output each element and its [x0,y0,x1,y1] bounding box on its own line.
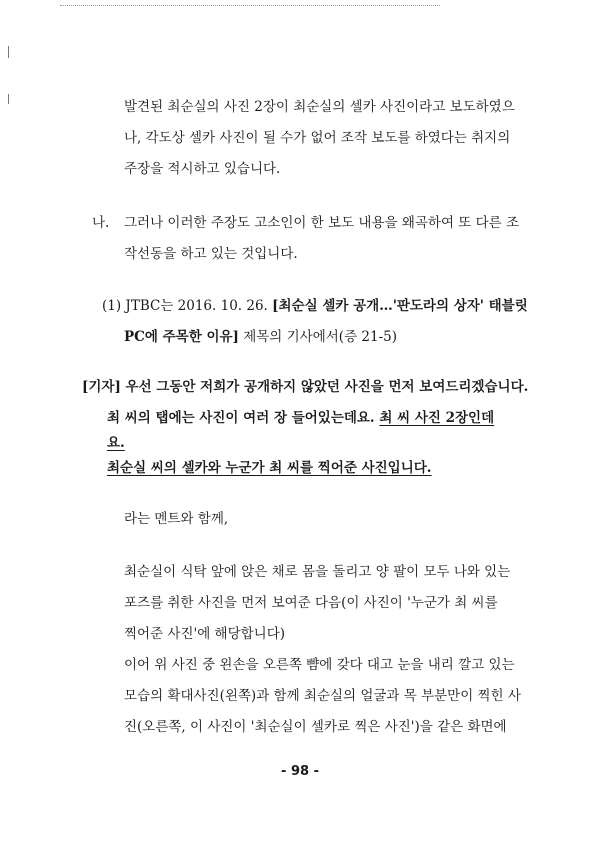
quote-underlined-text: 요. [107,435,125,451]
item1-plain-text: (1) JTBC는 2016. 10. 26. [102,298,273,314]
paragraph2-line: 찍어준 사진'에 해당합니다) [124,626,286,642]
paragraph1-line: 주장을 적시하고 있습니다. [124,161,281,177]
item1-line2 [124,327,397,347]
article-title-part2: PC에 주목한 이유] [124,329,239,345]
item1-line1 [102,296,528,316]
comment-line: 라는 멘트와 함께, [124,511,229,527]
paragraph1-line: 발견된 최순실의 사진 2장이 최순실의 셀카 사진이라고 보도하였으 [124,99,515,115]
article-title-part1: [최순실 셀카 공개…'판도라의 상자' 태블릿 [272,298,528,314]
quote-underlined-text: 최 씨 사진 2장인데 [379,410,495,426]
section-marker: 나. [92,215,110,231]
paragraph2-line: 최순실이 식탁 앞에 앉은 채로 몸을 돌리고 양 팔이 모두 나와 있는 [124,564,511,580]
scan-margin-mark [8,46,9,58]
reporter-quote-line: [기자] 우선 그동안 저희가 공개하지 않았던 사진을 먼저 보여드리겠습니다. [82,379,529,395]
paragraph2-line: 포즈를 취한 사진을 먼저 보여준 다음(이 사진이 '누군가 최 씨를 [124,595,498,611]
paragraph1-line: 나, 각도상 셀카 사진이 될 수가 없어 조작 보도를 하였다는 취지의 [124,130,511,146]
section-na-line: 그러나 이러한 주장도 고소인이 한 보도 내용을 왜곡하여 또 다른 조 [124,215,520,231]
page-number: - 98 - [281,764,319,779]
quote-plain-text: 최 씨의 탭에는 사진이 여러 장 들어있는데요. [107,410,380,426]
paragraph2-line: 모습의 확대사진(왼쪽)과 함께 최순실의 얼굴과 목 부분만이 찍힌 사 [124,688,521,704]
paragraph2-line: 진(오른쪽, 이 사진이 '최순실이 셀카로 찍은 사진')을 같은 화면에 [124,719,507,735]
scan-margin-mark [8,94,9,104]
scan-top-edge [60,5,440,6]
paragraph2-line: 이어 위 사진 중 왼손을 오른쪽 뺨에 갖다 대고 눈을 내리 깔고 있는 [124,657,515,673]
section-na-line: 작선동을 하고 있는 것입니다. [124,246,298,262]
quote-underlined-text: 최순실 씨의 셀카와 누군가 최 씨를 찍어준 사진입니다. [107,460,432,476]
item1-source-text: 제목의 기사에서(증 21-5) [238,329,398,345]
reporter-quote-line [107,408,494,428]
